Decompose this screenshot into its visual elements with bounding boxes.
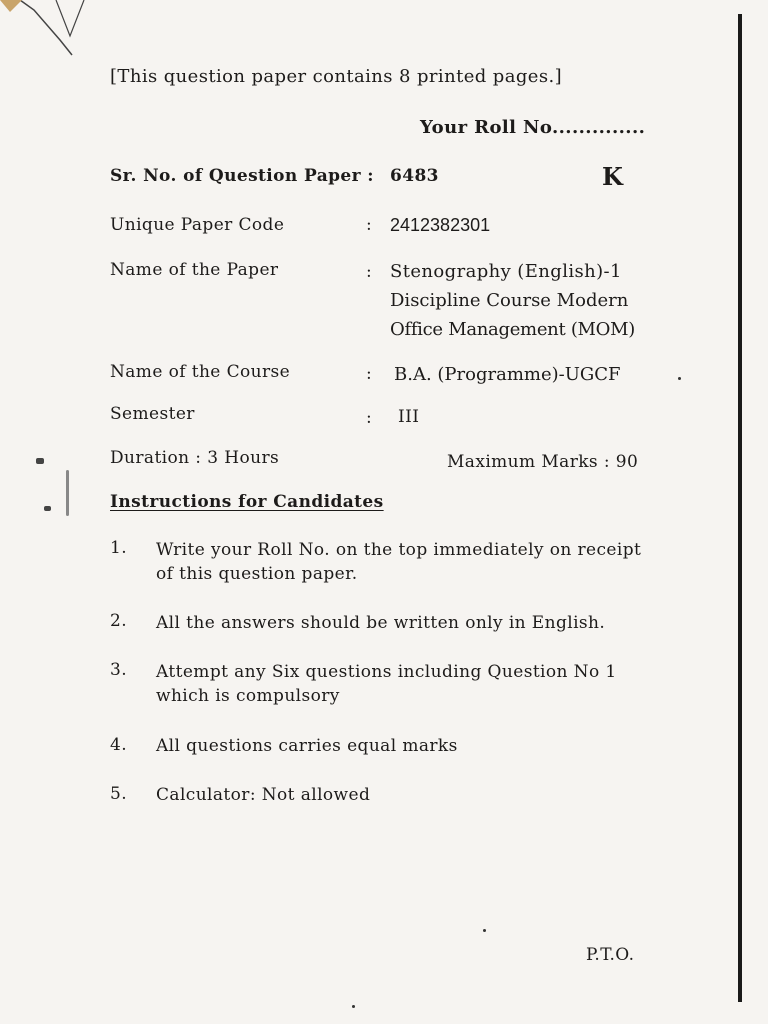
scan-speck [352, 1005, 355, 1008]
paper-name-label: Name of the Paper [110, 260, 279, 280]
instruction-number: 1. [110, 538, 128, 558]
semester-value: III [398, 407, 420, 427]
scan-speck [483, 929, 486, 932]
course-name-value: B.A. (Programme)-UGCF [394, 364, 621, 385]
paper-name-line-2: Discipline Course Modern [390, 290, 629, 311]
serial-number-value: 6483 [390, 166, 439, 186]
serial-number-label: Sr. No. of Question Paper : [110, 166, 374, 186]
instruction-text: Attempt any Six questions including Question No 1 [156, 662, 617, 682]
instruction-number: 2. [110, 611, 128, 631]
course-name-colon: : [366, 364, 373, 384]
instruction-number: 4. [110, 735, 128, 755]
instruction-number: 5. [110, 784, 128, 804]
instruction-text: Write your Roll No. on the top immediately on receipt [156, 540, 642, 560]
instruction-number: 3. [110, 660, 128, 680]
scan-speck [44, 506, 51, 511]
semester-colon: : [366, 408, 373, 428]
paper-set-code: K [602, 162, 624, 191]
unique-paper-code-value: 2412382301 [390, 215, 491, 235]
instruction-text: which is compulsory [156, 686, 340, 706]
instruction-text: All questions carries equal marks [156, 736, 458, 756]
semester-label: Semester [110, 404, 195, 424]
scan-speck [36, 458, 44, 464]
paper-name-line-3: Office Management (MOM) [390, 319, 635, 340]
please-turn-over: P.T.O. [586, 945, 635, 965]
instruction-text: Calculator: Not allowed [156, 785, 371, 805]
unique-paper-code-colon: : [366, 215, 373, 235]
paper-name-line-1: Stenography (English)-1 [390, 261, 622, 282]
roll-number-line: Your Roll No.............. [420, 117, 646, 138]
pages-notice: [This question paper contains 8 printed pages.] [110, 66, 563, 87]
unique-paper-code-label: Unique Paper Code [110, 215, 285, 235]
duration: Duration : 3 Hours [110, 448, 280, 468]
course-name-label: Name of the Course [110, 362, 291, 382]
maximum-marks: Maximum Marks : 90 [447, 452, 639, 472]
instructions-heading: Instructions for Candidates [110, 492, 384, 512]
scan-mark [66, 470, 69, 516]
paper-name-colon: : [366, 262, 373, 282]
scan-speck [678, 377, 681, 380]
scan-edge-line [738, 14, 742, 1002]
instruction-text: All the answers should be written only in English. [156, 613, 606, 633]
instruction-text: of this question paper. [156, 564, 358, 584]
corner-fold-mark [0, 0, 90, 60]
